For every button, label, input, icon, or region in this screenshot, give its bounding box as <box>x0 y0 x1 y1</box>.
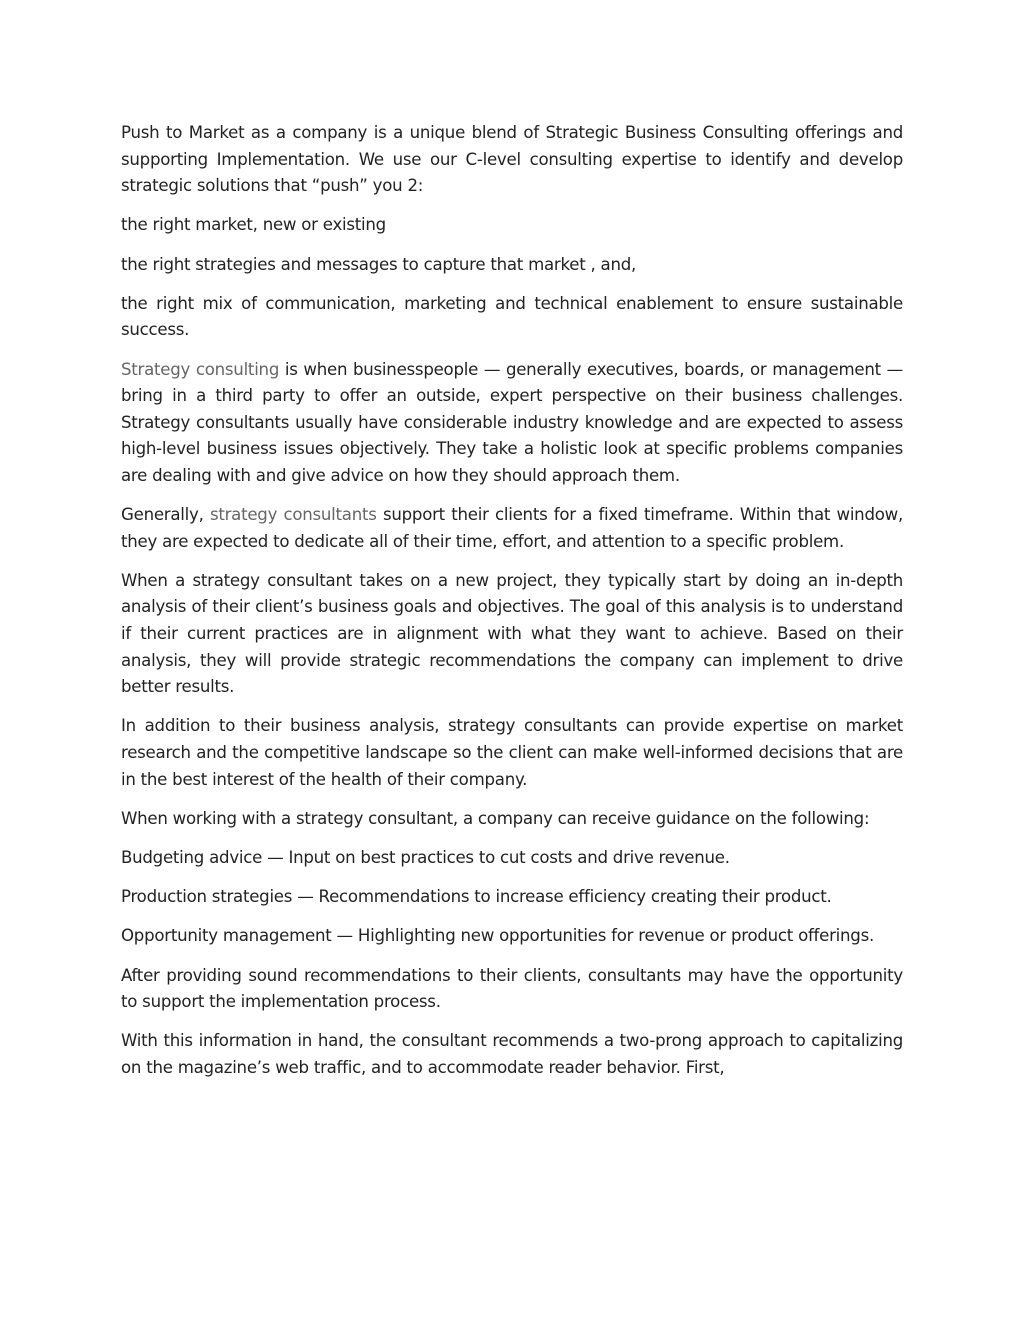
paragraph-right-market: the right market, new or existing <box>121 215 386 235</box>
paragraph-guidance: When working with a strategy consultant, a company can receive guidance on the following: <box>121 808 870 828</box>
paragraph-budgeting: Budgeting advice — Input on best practices to cut costs and drive revenue. <box>121 848 730 867</box>
paragraph-business-analysis: In addition to their business analysis, strategy consultants can provide expertise on market research and the competitive landscape so the client can make well-informed decisions that are in the best interest of the health of their company. <box>121 716 903 789</box>
paragraph-two-prong: With this information in hand, the consultant recommends a two-prong approach to capitalizing on the magazine’s web traffic, and to accommodate reader behavior. First, <box>121 1031 903 1077</box>
paragraph-strategy-consulting <box>121 357 903 490</box>
paragraph-text: Generally, <box>121 505 210 525</box>
paragraph-implementation: After providing sound recommendations to their clients, consultants may have the opportunity to support the implementation process. <box>121 965 903 1012</box>
paragraph-generally <box>121 502 903 555</box>
paragraph-right-mix: the right mix of communication, marketing and technical enablement to ensure sustainable success. <box>121 293 903 340</box>
strategy-consultants-link[interactable]: strategy consultants <box>209 505 377 525</box>
document-page <box>121 120 903 1094</box>
paragraph-new-project: When a strategy consultant takes on a new project, they typically start by doing an in-depth analysis of their client’s business goals and objectives. The goal of this analysis is to understand if their current practices are in alignment with what they want to achieve. Based on their analysis, they will provide strategic recommendations the company can implement to drive better results. <box>121 570 903 697</box>
paragraph-opportunity: Opportunity management — Highlighting new opportunities for revenue or product offerings. <box>121 926 875 946</box>
paragraph-right-strategies: the right strategies and messages to capture that market , and, <box>121 254 637 274</box>
strategy-consulting-link[interactable]: Strategy consulting <box>121 359 280 379</box>
paragraph-text: support their clients for a fixed timeframe. Within that window, they are expected to dedicate all of their time, effort, and attention to a specific problem. <box>121 505 903 551</box>
paragraph-intro: Push to Market as a company is a unique blend of Strategic Business Consulting offerings and supporting Implementation. We use our C-level consulting expertise to identify and develop strategic solutions that “push” you 2: <box>121 123 903 196</box>
paragraph-text: is when businesspeople — generally executives, boards, or management — bring in a third party to offer an outside, expert perspective on their business challenges. Strategy consultants usually have considerable industry knowledge and are expected to assess high-level business issues objectively. They take a holistic look at specific problems companies are dealing with and give advice on how they should approach them. <box>121 359 904 485</box>
paragraph-production: Production strategies — Recommendations to increase efficiency creating their product. <box>121 887 832 907</box>
